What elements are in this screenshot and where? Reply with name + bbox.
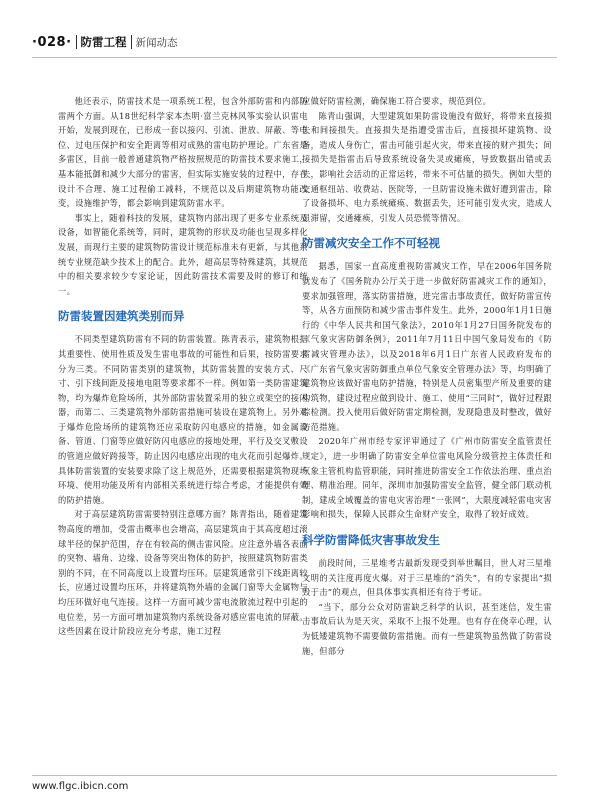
left-column (58, 94, 308, 639)
footer-rule (32, 775, 557, 776)
paragraph: 2020年广州市经专家评审通过了《广州市防雷安全监管责任规定》，进一步明确了防雷安全单位雷电风险分级管控主体责任和气象主管机构监管职能，同时推进防雷安全工作依法治理、重点治理、精准治理。同年，深圳市加强防雷安全监管，健全部门联动机制，建成全域覆盖的雷电灾害治理“一张网”，大限度减轻雷电灾害影响和损失，保障人民群众生命财产安全，取得了较好成效。 (302, 436, 552, 520)
page-number: ·028· (32, 34, 72, 50)
paragraph: 他还表示，防雷技术是一项系统工程，包含外部防雷和内部防雷两个方面。从18世纪科学家本杰明·富兰克林风筝实验认识雷电开始，发展到现在，已形成一套以接闪、引流、泄放、屏蔽、等电位、过电压保护和安全距离等相对成熟的雷电防护理论。广东省是多雷区，目前一般普通建筑物严格按照规范的防雷技术要求施工，基本能抵御和减少大部分的雷害，但实际实施安装的过程中，存在设计不合理、施工过程偷工减料，不规范以及后期建筑物功能改变，设施维护等，都会影响到建筑防雷水平。 (58, 96, 308, 209)
header-divider (76, 35, 77, 49)
magazine-title: 防雷工程 (80, 35, 127, 49)
section-heading: 科学防雷降低灾害事故发生 (302, 533, 440, 548)
section-heading: 防雷减灾安全工作不可轻视 (302, 236, 440, 251)
paragraph: 事实上，随着科技的发展，建筑物内部出现了更多专业系统及设备，如智能化系统等，同时，建筑物的形状及功能也呈现多样化发展，而现行主要的建筑物防雷设计规范标准未有更新，与其他系统专业规范缺少技术上的配合。此外，超高层等特殊建筑，其规范中的相关要求较少专家论证，因此防雷技术需要及时的修订和统一。 (58, 212, 308, 296)
paragraph: 对于高层建筑防雷需要特别注意哪方面？陈青指出，随着建筑物高度的增加，受雷击概率也会增高，高层建筑由于其高度超过滚球半径的保护范围，存在有较高的侧击雷风险。应注意外墙各表面的突物、墙角、边缘、设备等突出物体的防护，按照建筑物防雷类别的不同，在不同高度以上设置均压环。层建筑通常引下线距离较长，应通过设置均压环，并将建筑物外墙的金属门窗等大金属物与均压环做好电气连接。这样一方面可减少雷电流散流过程中引起的电位差，另一方面可增加建筑物内系统设备对感应雷电流的屏蔽。这些因素在设计阶段应充分考虑，施工过程 (58, 509, 308, 637)
header-divider-2 (131, 35, 132, 49)
paragraph: “当下，部分公众对防雷缺乏科学的认识，甚至迷信，发生雷击事故后认为是天灾，采取不上报不处理。也有存在侥幸心理，认为低矮建筑物不需要做防雷措施。而有一些建筑物虽然做了防雷设施，但部分 (302, 601, 552, 656)
section-heading: 防雷装置因建筑类别而异 (58, 309, 185, 324)
section-title: 新闻动态 (135, 36, 178, 49)
header-rule (32, 57, 557, 58)
paragraph: 应做好防雷检测，确保施工符合要求，规范到位。 (302, 96, 492, 106)
page-header (32, 33, 178, 51)
paragraph: 据悉，国家一直高度重视防雷减灾工作，早在2006年国务院就发布了《国务院办公厅关于进一步做好防雷减灾工作的通知》，要求加强管理，落实防雷措施，进完雷击事故责任，做好防雷宣传等，从各方面预防和减少雷击事件发生。此外，2000年1月1日施行的《中华人民共和国气象法》，2010年1月27日国务院发布的《气象灾害防御条例》，2011年7月11日中国气象局发布的《防雷减灾管理办法》，以及2018年6月1日广东省人民政府发布的《广东省气象灾害防御重点单位气象安全管理办法》等，均明确了建筑物应该做好雷电防护措施，特别是人员密集型产所及重要的建构筑物，建设过程应做到设计、施工、使用“三同时”，做好过程跟踪检测。投入使用后做好防雷定期检测，发现隐患及时整改，做好防范措施。 (302, 261, 552, 432)
paragraph: 陈青山强调，大型建筑如果防雷设施没有做好，将带来直接损失和间接损失。直接损失是指遭受雷击后，直接损坏建筑物、设备，造成人身伤亡，雷击可能引起火灾，带来直接的财产损失；间接损失是指雷击后导致系统设备失灵或瘫痪，导致数据出错或丢失，影响社会活动的正常运转，带来不可估量的损失。例如大型的交通枢纽站、收费站、医院等，一旦防雷设施未做好遭到雷击，除了设备损坏、电力系统瘫痪、数据丢失，还可能引发火灾，造成人员滞留，交通瘫痪，引发人员恐慌等情况。 (302, 110, 552, 223)
paragraph: 前段时间，三星堆考古最新发现受到举世瞩目，世人对三星堆文明的关注度再度火爆。对于三星堆的“消失”，有的专家提出“损毁于击”的观点，但具体事实真相还有待于考证。 (302, 558, 552, 598)
paragraph: 不同类型建筑防雷有不同的防雷装置。陈青表示，建筑物根据其重要性、使用性质及发生雷电事故的可能性和后果，按防雷要求分为三类。不同防雷类别的建筑物，其防雷装置的安装方式、尺寸、引下线间距及接地电阻等要求都不一样。例如第一类防雷建筑物，均为爆炸危险场所，其外部防雷装置采用的独立或架空的接闪器，而第二、三类建筑物外部防雷措施可装设在建筑物上。另外对于爆炸危险场所的建筑物还应采取防闪电感应的措施，如金属设备、管道、门窗等应做好防闪电感应的接地处理，平行及交叉敷设的管道应做好跨接等，防止因闪电感应出现的电火花而引起爆炸。具体防雷装置的安装要求除了这上规范外，还需要根据建筑物现场环境、使用功能及所有内部相关系统进行综合考虑，才能提供有效的防护措施。 (58, 334, 308, 505)
right-column (302, 94, 552, 658)
footer-url[interactable]: www.flgc.ibicn.com (32, 781, 129, 792)
